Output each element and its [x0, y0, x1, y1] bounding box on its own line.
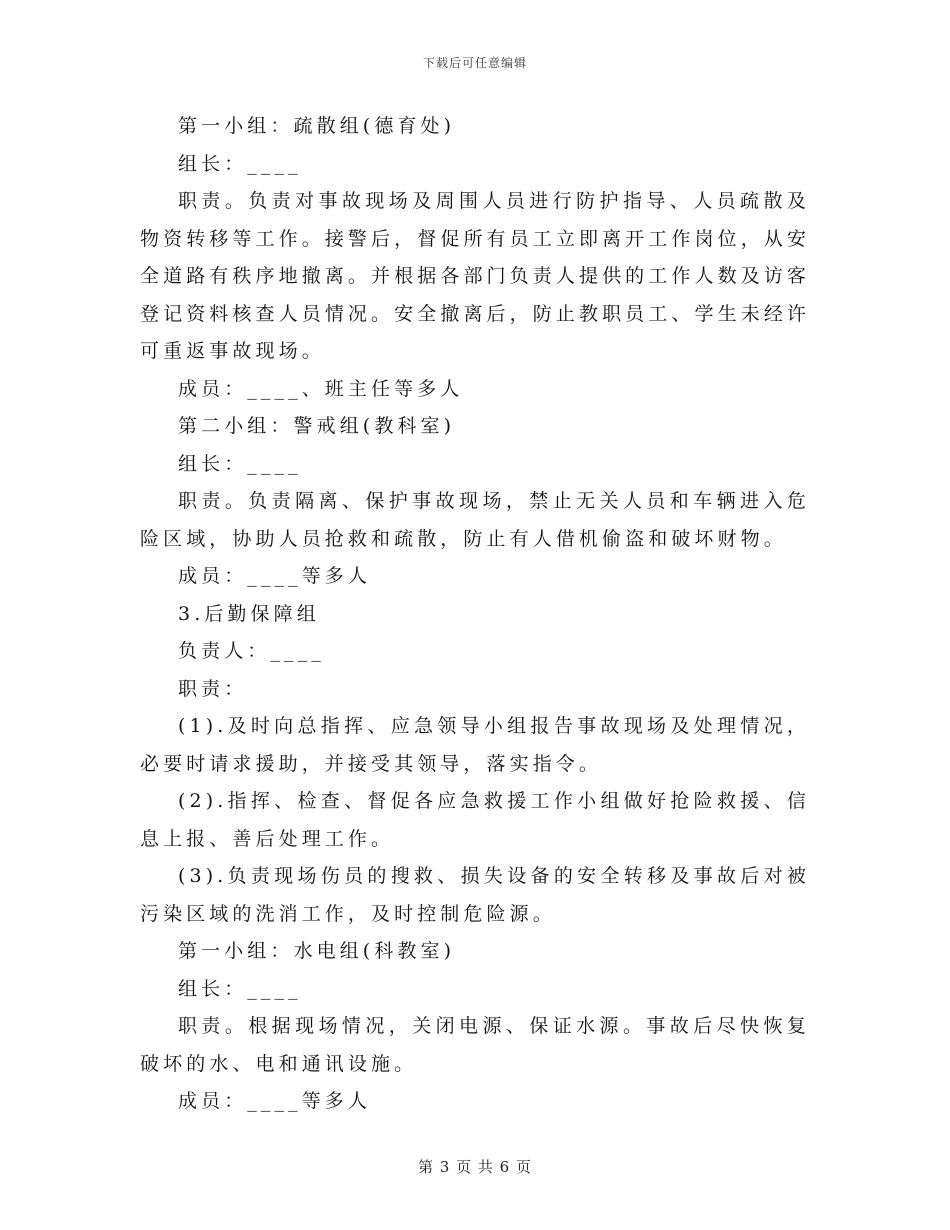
page-footer: 第 3 页 共 6 页: [418, 1158, 532, 1176]
section-heading-logistics: 3.后勤保障组: [178, 602, 320, 625]
paragraph-group1-members: 成员：____、班主任等多人: [178, 377, 464, 400]
paragraph-duty-item-3: (3).负责现场伤员的搜救、损失设备的安全转移及事故后对被污染区域的洗消工作，及时控制危险源。: [140, 865, 810, 925]
page-header: 下载后可任意编辑: [422, 56, 527, 70]
paragraph-logistics-duty-label: 职责：: [178, 677, 248, 700]
document-body: [140, 108, 810, 1121]
paragraph-duty-item-2: (2).指挥、检查、督促各应急救援工作小组做好抢险救援、信息上报、善后处理工作。: [140, 790, 810, 850]
paragraph-group2-title: 第二小组：警戒组(教科室): [178, 415, 456, 437]
paragraph-group3-duty: 职责。根据现场情况，关闭电源、保证水源。事故后尽快恢复破坏的水、电和通讯设施。: [140, 1015, 810, 1075]
paragraph-group2-duty: 职责。负责隔离、保护事故现场，禁止无关人员和车辆进入危险区域，协助人员抢救和疏散，防止有人借机偷盗和破坏财物。: [140, 490, 810, 550]
paragraph-duty-item-1: (1).及时向总指挥、应急领导小组报告事故现场及处理情况，必要时请求援助，并接受其领导，落实指令。: [140, 715, 810, 775]
paragraph-group3-leader: 组长：____: [178, 977, 302, 1000]
paragraph-group2-members: 成员：____等多人: [178, 565, 372, 587]
paragraph-group3-members: 成员：____等多人: [178, 1090, 372, 1112]
paragraph-group2-leader: 组长：____: [178, 452, 302, 475]
paragraph-group1-title: 第一小组：疏散组(德育处): [178, 115, 456, 137]
paragraph-group1-leader: 组长：____: [178, 152, 302, 175]
paragraph-logistics-head: 负责人：____: [178, 640, 325, 662]
paragraph-group3-title: 第一小组：水电组(科教室): [178, 940, 456, 962]
paragraph-group1-duty: 职责。负责对事故现场及周围人员进行防护指导、人员疏散及物资转移等工作。接警后，督促所有员工立即离开工作岗位，从安全道路有秩序地撤离。并根据各部门负责人提供的工作人数及访客登记资料核查人员情况。安全撤离后，防止教职员工、学生未经许可重返事故现场。: [140, 190, 810, 362]
